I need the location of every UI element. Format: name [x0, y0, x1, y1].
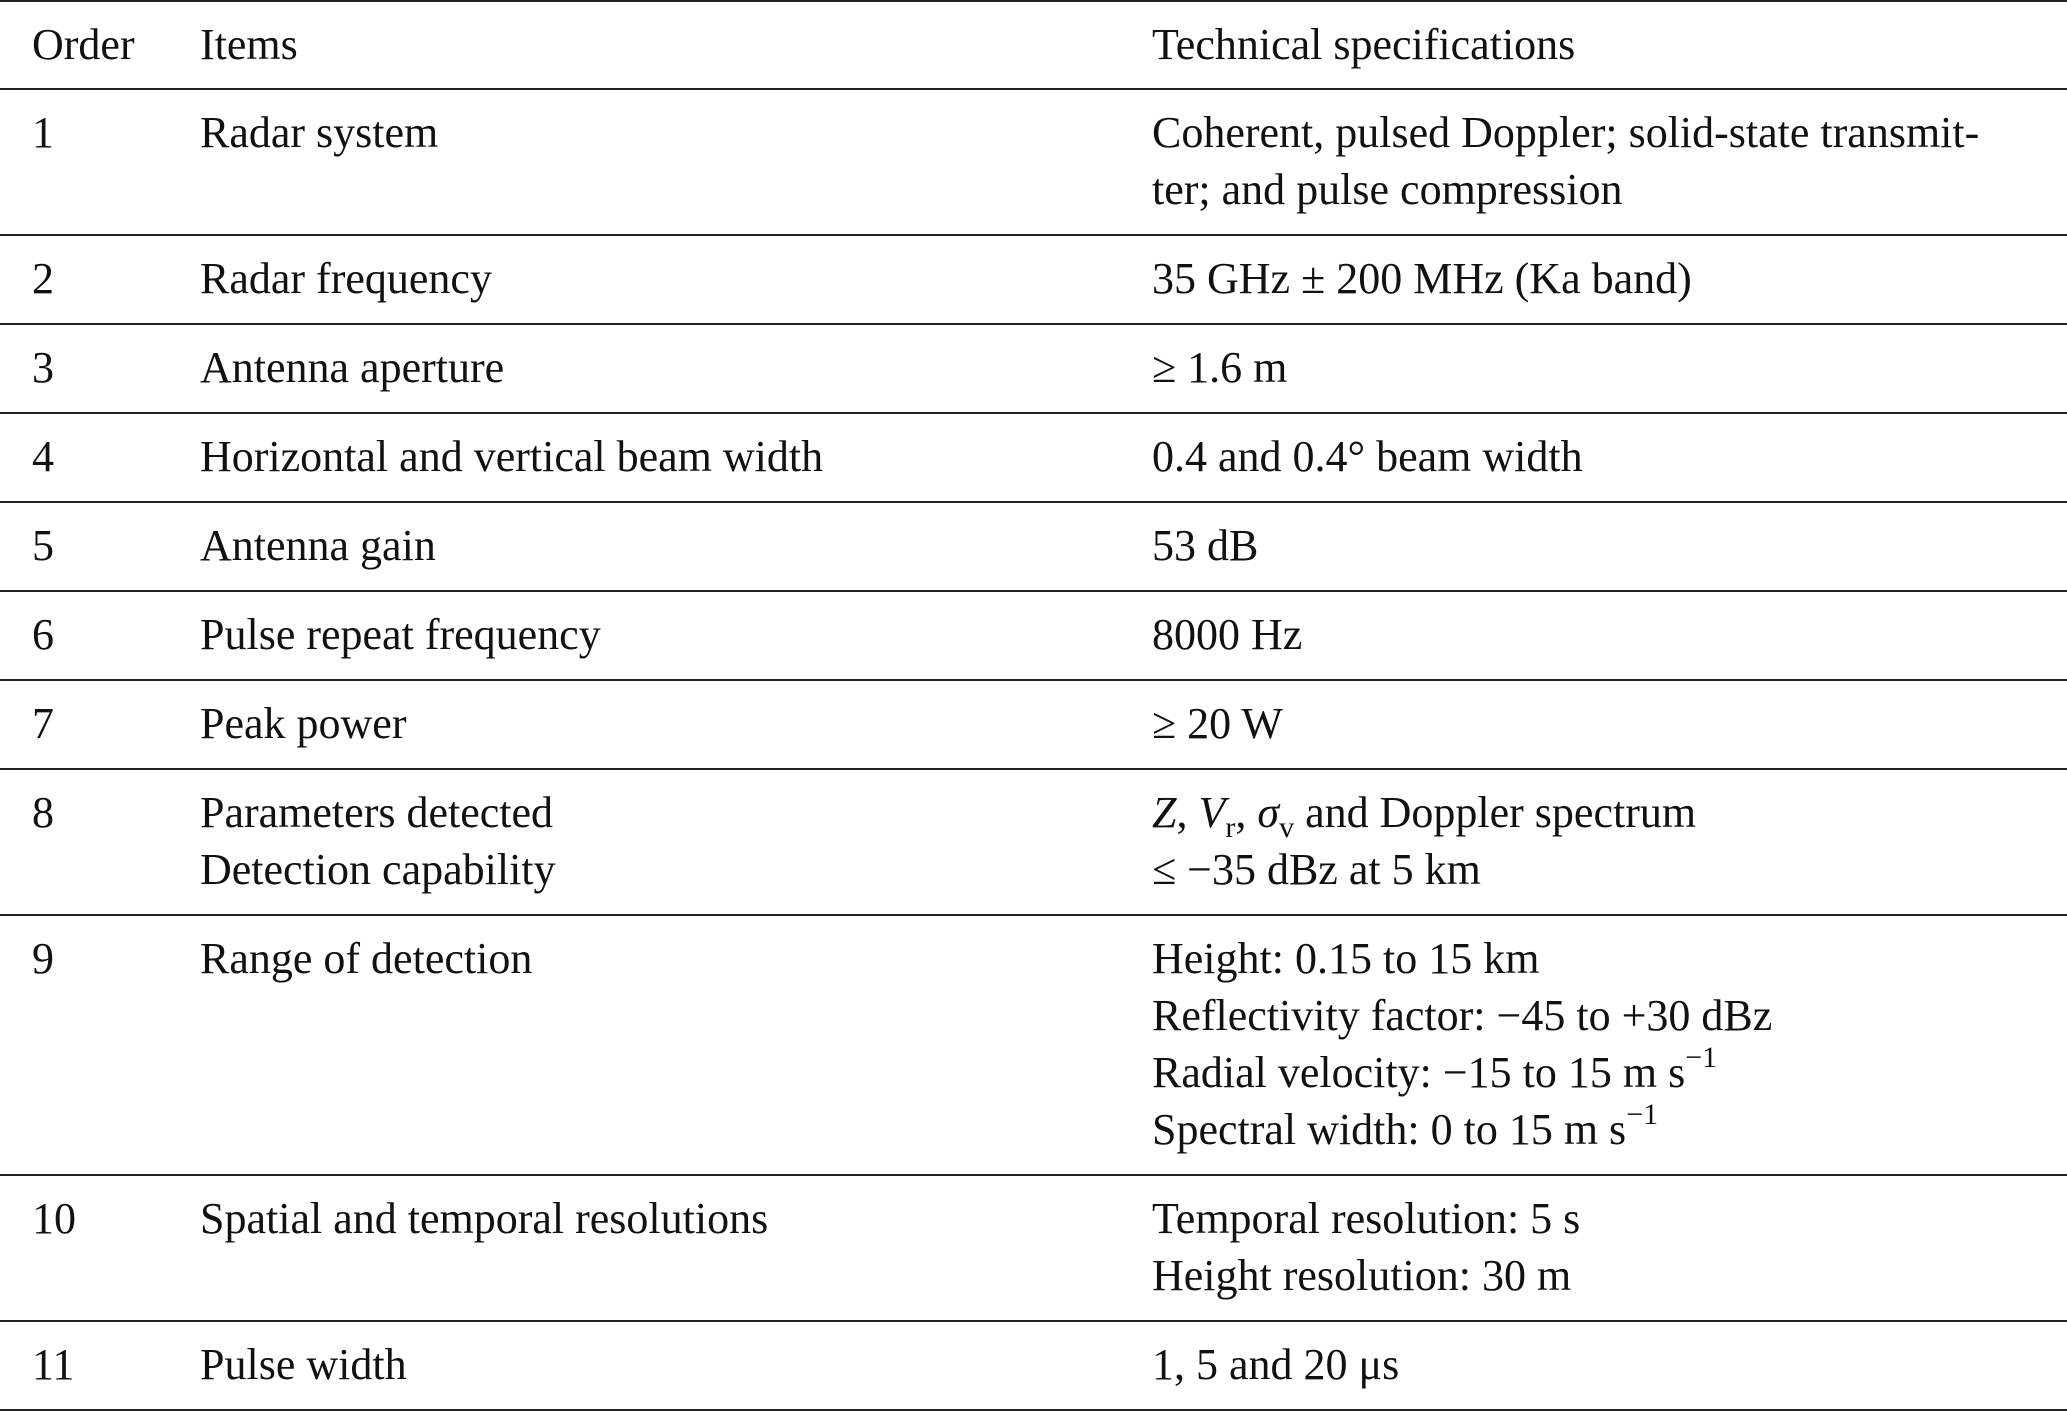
order-cell: 2 — [32, 254, 54, 303]
spec-line: 0.4 and 0.4° beam width — [1152, 432, 1583, 481]
spec-line: 53 dB — [1152, 521, 1259, 570]
table-row — [0, 591, 2067, 680]
spec-line: Spectral width: 0 to 15 m $s^{-1}$ — [1152, 1098, 1659, 1154]
item-cell — [200, 591, 1152, 680]
spec-line: 1, 5 and 20 μs — [1152, 1340, 1400, 1389]
header-technical-specifications: Technical specifications — [1152, 20, 1576, 69]
spec-cell — [1152, 502, 2067, 591]
spec-line: Temporal resolution: 5 s — [1152, 1194, 1581, 1243]
spec-line: ≥ 1.6 m — [1152, 343, 1288, 392]
item-cell — [200, 324, 1152, 413]
item-line: Pulse repeat frequency — [200, 610, 601, 659]
order-cell: 6 — [32, 610, 54, 659]
spec-line: 8000 Hz — [1152, 610, 1303, 659]
table-row — [0, 89, 2067, 235]
spec-cell — [1152, 915, 2067, 1175]
table-row — [0, 680, 2067, 769]
header-row — [0, 1, 2067, 89]
item-line: Pulse width — [200, 1340, 407, 1389]
item-line: Detection capability — [200, 845, 556, 894]
spec-line: Height: 0.15 to 15 km — [1152, 934, 1540, 983]
order-cell: 10 — [32, 1194, 76, 1243]
spec-cell — [1152, 89, 2067, 235]
spec-cell — [1152, 591, 2067, 680]
spec-cell — [1152, 680, 2067, 769]
table-row — [0, 1175, 2067, 1321]
item-line: Spatial and temporal resolutions — [200, 1194, 769, 1243]
item-cell — [200, 413, 1152, 502]
item-line: Antenna gain — [200, 521, 436, 570]
item-line: Peak power — [200, 699, 407, 748]
table-row — [0, 235, 2067, 324]
order-cell: 9 — [32, 934, 54, 983]
item-cell — [200, 769, 1152, 915]
item-line: Radar system — [200, 108, 439, 157]
spec-cell — [1152, 235, 2067, 324]
table-row — [0, 413, 2067, 502]
table-row — [0, 502, 2067, 591]
table-body — [0, 89, 2067, 1410]
item-cell — [200, 1321, 1152, 1410]
spec-cell — [1152, 769, 2067, 915]
spec-cell — [1152, 1175, 2067, 1321]
spec-line: Height resolution: 30 m — [1152, 1251, 1572, 1300]
spec-line: Radial velocity: −15 to 15 m $s^{-1}$ — [1152, 1041, 1718, 1097]
item-line: Antenna aperture — [200, 343, 505, 392]
spec-line: ≤ −35 dBz at 5 km — [1152, 845, 1481, 894]
spec-cell — [1152, 413, 2067, 502]
spec-cell — [1152, 324, 2067, 413]
item-cell — [200, 915, 1152, 1175]
order-cell: 4 — [32, 432, 54, 481]
spec-line: Z, $V_r$, $\sigma_v$ and Doppler spectrum — [1152, 788, 1697, 844]
item-cell — [200, 680, 1152, 769]
order-cell: 5 — [32, 521, 54, 570]
table-row — [0, 1321, 2067, 1410]
item-line: Range of detection — [200, 934, 533, 983]
spec-line: Coherent, pulsed Doppler; solid-state transmit- — [1152, 108, 1980, 157]
order-cell: 1 — [32, 108, 54, 157]
item-cell — [200, 1175, 1152, 1321]
order-cell: 3 — [32, 343, 54, 392]
table-row — [0, 915, 2067, 1175]
spec-cell — [1152, 1321, 2067, 1410]
spec-line: ≥ 20 W — [1152, 699, 1283, 748]
table-row — [0, 769, 2067, 915]
table-row — [0, 324, 2067, 413]
order-cell: 7 — [32, 699, 54, 748]
item-cell — [200, 502, 1152, 591]
item-cell — [200, 89, 1152, 235]
header-order: Order — [32, 20, 135, 69]
spec-line: 35 GHz ± 200 MHz (Ka band) — [1152, 254, 1692, 303]
table-header — [0, 1, 2067, 89]
item-line: Horizontal and vertical beam width — [200, 432, 824, 481]
order-cell: 11 — [32, 1340, 75, 1389]
spec-line: Reflectivity factor: −45 to +30 dBz — [1152, 991, 1773, 1040]
item-line: Parameters detected — [200, 788, 554, 837]
spec-line: ter; and pulse compression — [1152, 165, 1623, 214]
header-items: Items — [200, 20, 298, 69]
item-cell — [200, 235, 1152, 324]
order-cell: 8 — [32, 788, 54, 837]
item-line: Radar frequency — [200, 254, 492, 303]
